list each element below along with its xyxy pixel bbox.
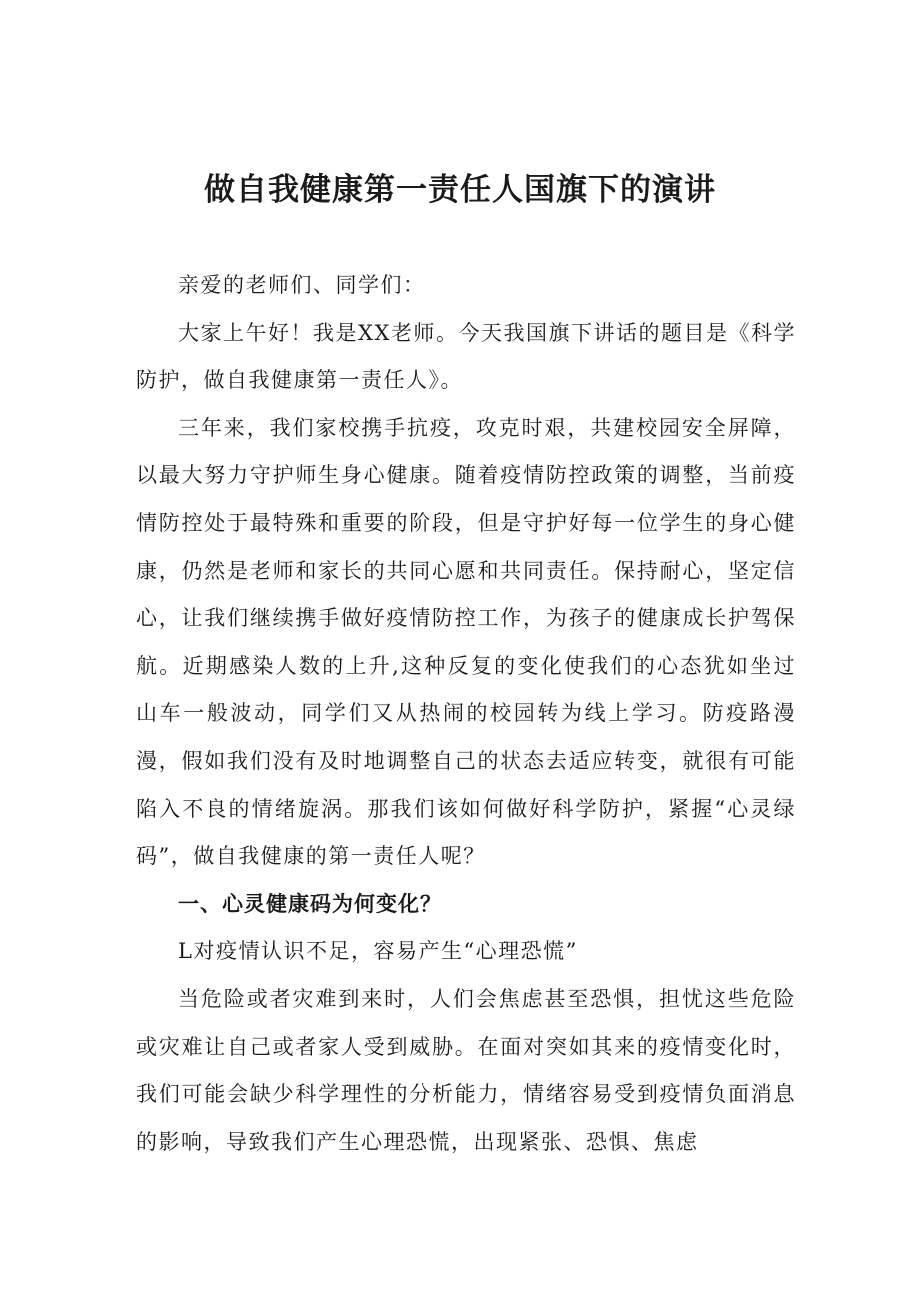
paragraph-main: 三年来，我们家校携手抗疫，攻克时艰，共建校园安全屏障，以最大努力守护师生身心健康。随着疫情防控政策的调整，当前疫情防控处于最特殊和重要的阶段，但是守护好每一位学生的身心健康，仍然是老师和家长的共同心愿和共同责任。保持耐心，坚定信心，让我们继续携手做好疫情防控工作，为孩子的健康成长护驾保航。近期感染人数的上升,这种反复的变化使我们的心态犹如坐过山车一般波动，同学们又从热闹的校园转为线上学习。防疫路漫漫，假如我们没有及时地调整自己的状态去适应转变，就很有可能陷入不良的情绪旋涡。那我们该如何做好科学防护，紧握“心灵绿码”，做自我健康的第一责任人呢？ <box>136 415 796 869</box>
greeting: 亲爱的老师们、同学们： <box>178 273 426 297</box>
section-heading: 一、心灵健康码为何变化？ <box>178 891 442 916</box>
paragraph-section: 当危险或者灾难到来时，人们会焦虑甚至恐惧，担忧这些危险或灾难让自己或者家人受到威胁。在面对突如其来的疫情变化时，我们可能会缺少科学理性的分析能力，情绪容易受到疫情负面消息的影响，导致我们产生心理恐慌，出现紧张、恐惧、焦虑 <box>136 986 796 1154</box>
subheading: L对疫情认识不足，容易产生“心理恐慌” <box>178 939 578 964</box>
paragraph-intro: 大家上午好！我是XX老师。今天我国旗下讲话的题目是《科学防护，做自我健康第一责任人》。 <box>136 320 796 393</box>
document-body <box>136 262 796 1166</box>
document-title: 做自我健康第一责任人国旗下的演讲 <box>204 172 716 208</box>
